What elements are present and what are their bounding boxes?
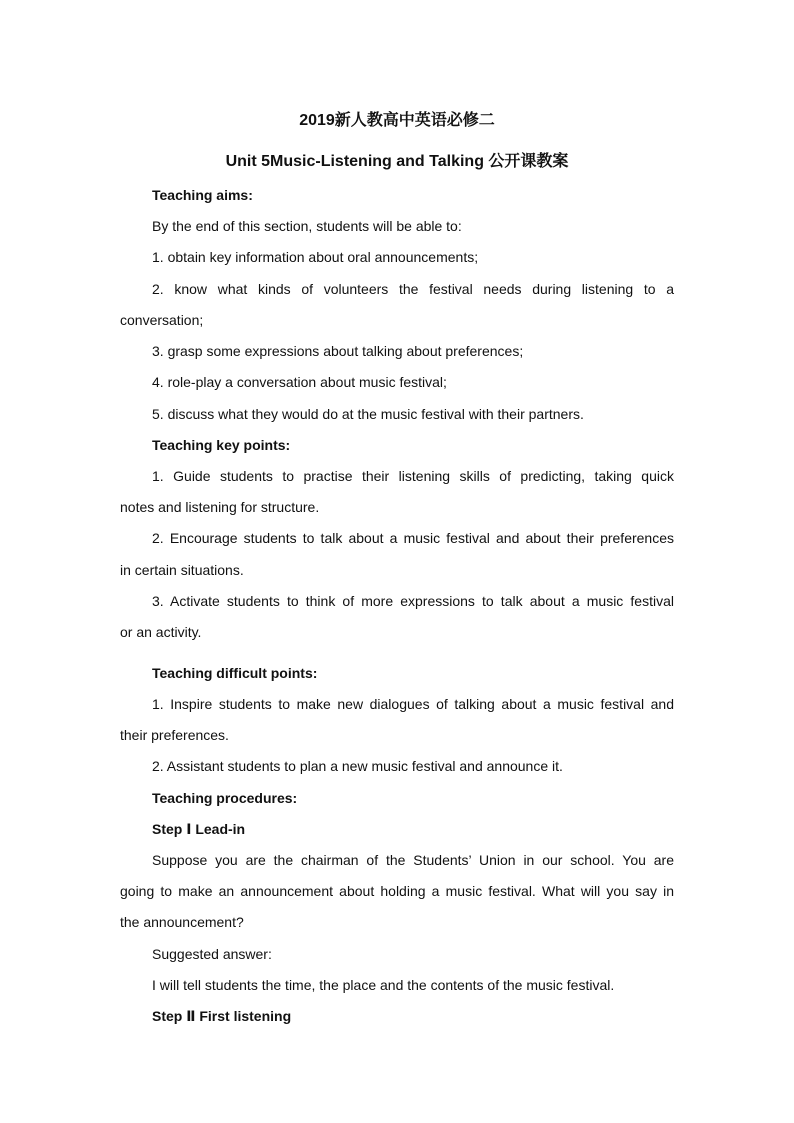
key-point-line: notes and listening for structure. [120,499,320,515]
teaching-aims-intro: By the end of this section, students will be able to: [152,218,462,234]
key-point-line: or an activity. [120,624,202,640]
suggested-answer: I will tell students the time, the place and the contents of the music festival. [152,977,615,993]
key-point-line: in certain situations. [120,562,244,578]
aim-item: 5. discuss what they would do at the music festival with their partners. [152,406,584,422]
step-two-heading: Step Ⅱ First listening [152,1008,292,1024]
document-title-chinese: 2019新人教高中英语必修二 [299,112,495,129]
step-one-line: going to make an announcement about holding a music festival. What will you say in [120,883,674,899]
step-one-line: the announcement? [120,914,244,930]
suggested-answer-label: Suggested answer: [152,946,272,962]
aim-item: 2. know what kinds of volunteers the festival needs during listening to a [152,281,674,297]
procedures-heading: Teaching procedures: [152,790,298,806]
difficult-point-line: their preferences. [120,727,229,743]
difficult-points-heading: Teaching difficult points: [152,665,318,681]
step-one-heading: Step Ⅰ Lead-in [152,821,246,837]
key-point-line: 2. Encourage students to talk about a music festival and about their preferences [152,530,674,546]
key-points-heading: Teaching key points: [152,437,291,453]
key-point-line: 1. Guide students to practise their listening skills of predicting, taking quick [152,468,674,484]
aim-item: 4. role-play a conversation about music festival; [152,374,447,390]
aim-item: 1. obtain key information about oral announcements; [152,249,479,265]
aim-item-continuation: conversation; [120,312,204,328]
difficult-point-line: 1. Inspire students to make new dialogues of talking about a music festival and [152,696,674,712]
document-title-english: Unit 5Music-Listening and Talking 公开课教案 [225,153,569,170]
teaching-aims-heading: Teaching aims: [152,187,253,203]
difficult-point-line: 2. Assistant students to plan a new music festival and announce it. [152,758,563,774]
aim-item: 3. grasp some expressions about talking about preferences; [152,343,524,359]
step-one-line: Suppose you are the chairman of the Students’ Union in our school. You are [152,852,674,868]
key-point-line: 3. Activate students to think of more expressions to talk about a music festival [152,593,674,609]
